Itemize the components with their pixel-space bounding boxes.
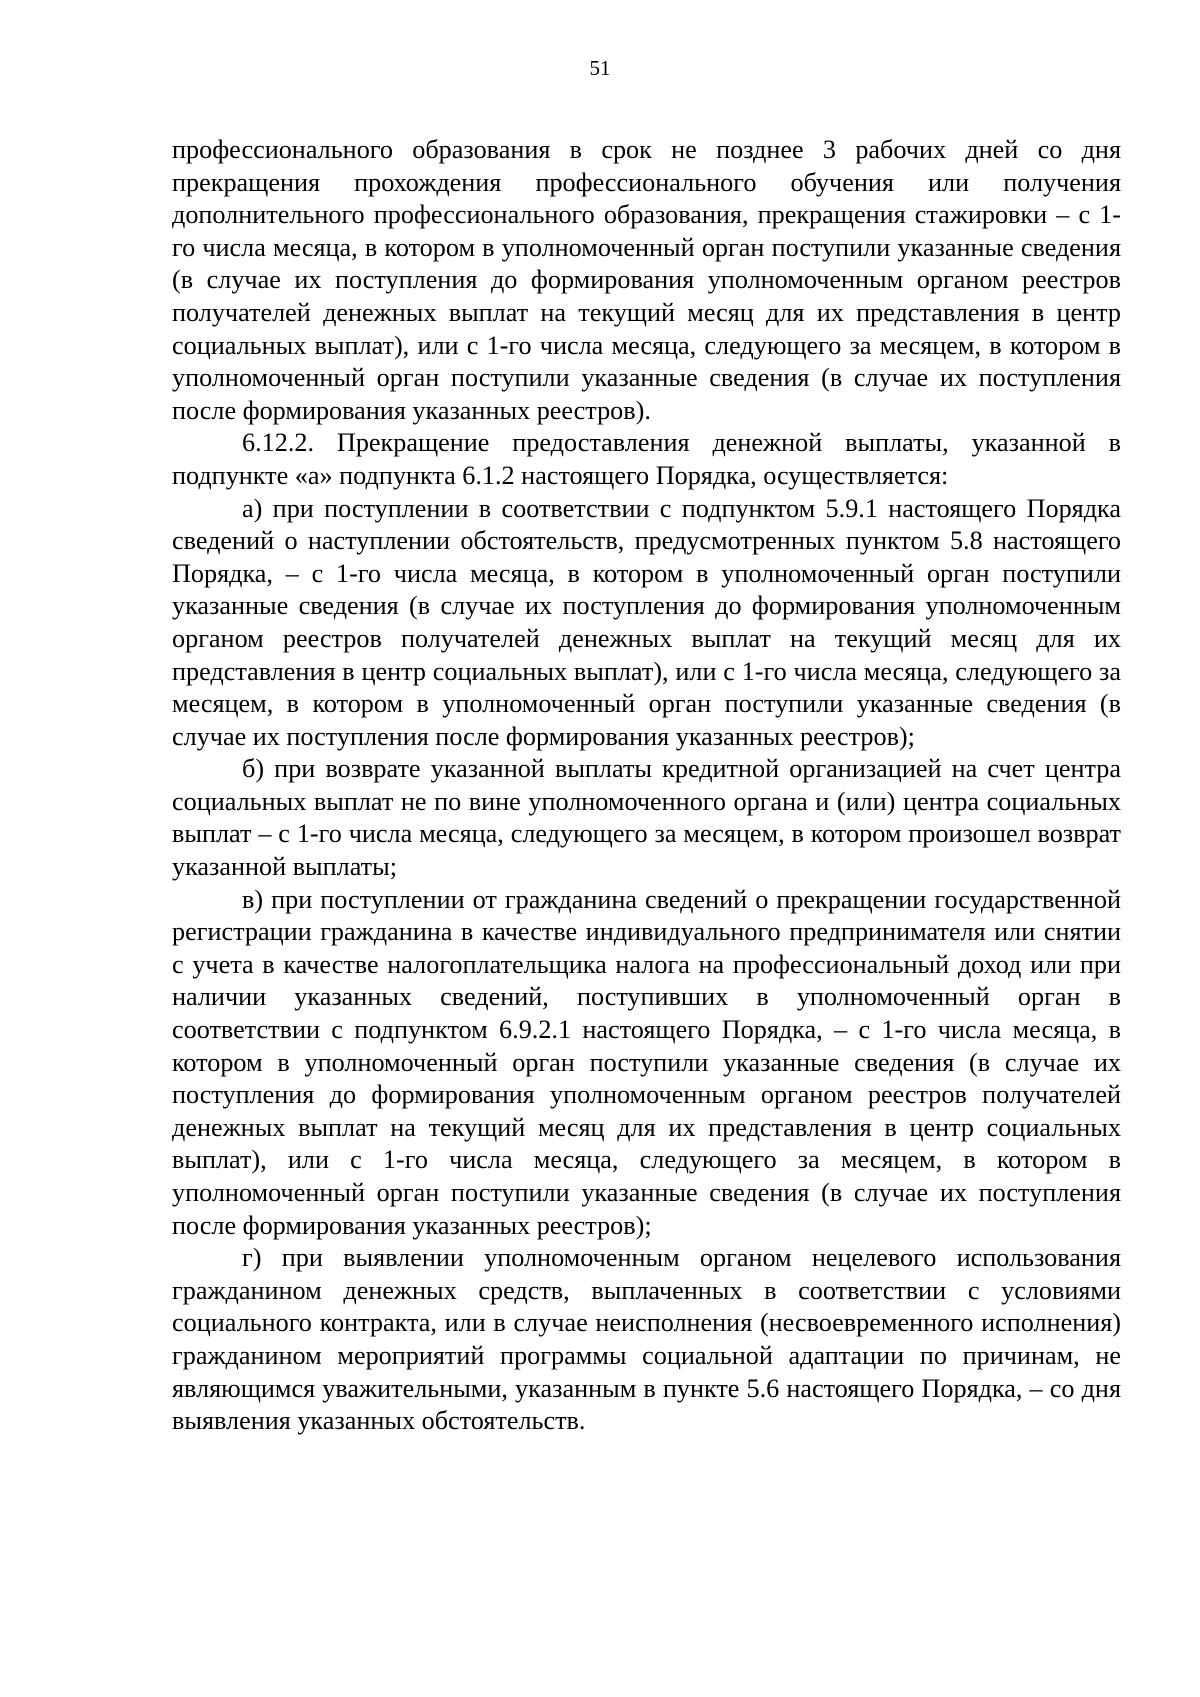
- document-body: [172, 134, 1121, 1438]
- paragraph-item-g: г) при выявлении уполномоченным органом нецелевого использования гражданином денежных средств, выплаченных в соответствии с условиями социального контракта, или в случае неисполнения (несвоевременного исполнения) гражданином мероприятий программы социальной адаптации по причинам, не являющимся уважительными, указанным в пункте 5.6 настоящего Порядка, – со дня выявления указанных обстоятельств.: [172, 1243, 1121, 1436]
- paragraph-item-b: б) при возврате указанной выплаты кредитной организацией на счет центра социальных выплат не по вине уполномоченного органа и (или) центра социальных выплат – с 1-го числа месяца, следующего за месяцем, в котором произошел возврат указанной выплаты;: [172, 754, 1121, 882]
- paragraph-clause-6-12-2: 6.12.2. Прекращение предоставления денежной выплаты, указанной в подпункте «а» подпункта 6.1.2 настоящего Порядка, осуществляется:: [172, 428, 1121, 490]
- paragraph-item-v: в) при поступлении от гражданина сведений о прекращении государственной регистрации гражданина в качестве индивидуального предпринимателя или снятии с учета в качестве налогоплательщика налога на профессиональный доход или при наличии указанных сведений, поступивших в уполномоченный орган в соответствии с подпунктом 6.9.2.1 настоящего Порядка, – с 1-го числа месяца, в котором в уполномоченный орган поступили указанные сведения (в случае их поступления до формирования уполномоченным органом реестров получателей денежных выплат на текущий месяц для их представления в центр социальных выплат), или с 1-го числа месяца, следующего за месяцем, в котором в уполномоченный орган поступили указанные сведения (в случае их поступления после формирования указанных реестров);: [172, 884, 1121, 1240]
- paragraph-continuation: профессионального образования в срок не позднее 3 рабочих дней со дня прекращения прохождения профессионального обучения или получения дополнительного профессионального образования, прекращения стажировки – с 1-го числа месяца, в котором в уполномоченный орган поступили указанные сведения (в случае их поступления до формирования уполномоченным органом реестров получателей денежных выплат на текущий месяц для их представления в центр социальных выплат), или с 1-го числа месяца, следующего за месяцем, в котором в уполномоченный орган поступили указанные сведения (в случае их поступления после формирования указанных реестров).: [172, 135, 1121, 425]
- paragraph-item-a: а) при поступлении в соответствии с подпунктом 5.9.1 настоящего Порядка сведений о наступлении обстоятельств, предусмотренных пунктом 5.8 настоящего Порядка, – с 1-го числа месяца, в котором в уполномоченный орган поступили указанные сведения (в случае их поступления до формирования уполномоченным органом реестров получателей денежных выплат на текущий месяц для их представления в центр социальных выплат), или с 1-го числа месяца, следующего за месяцем, в котором в уполномоченный орган поступили указанные сведения (в случае их поступления после формирования указанных реестров);: [172, 493, 1121, 751]
- page-number: 51: [589, 56, 611, 80]
